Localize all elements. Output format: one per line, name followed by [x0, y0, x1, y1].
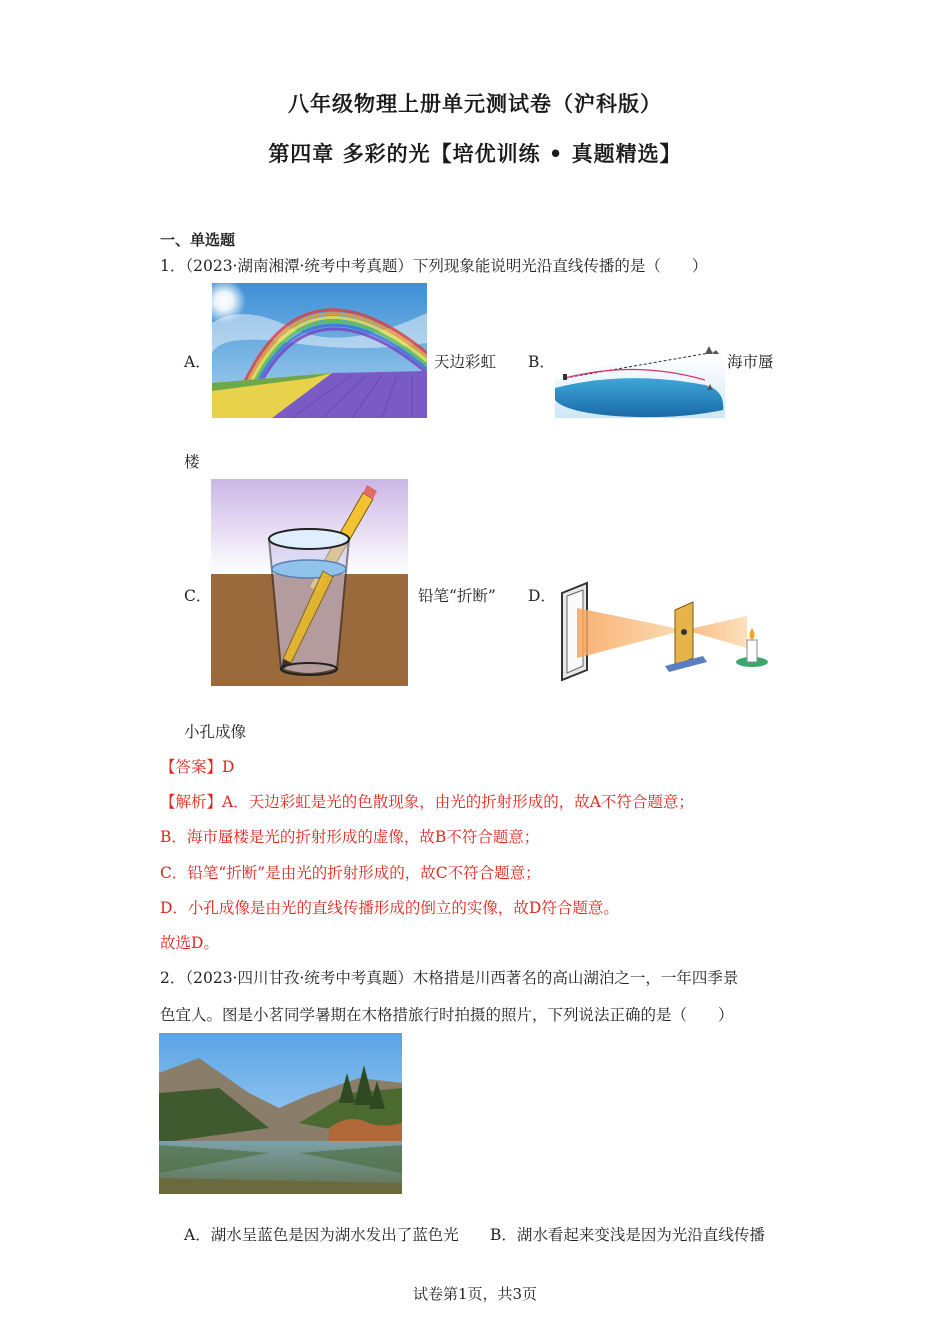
analysis-line-5: 故选D。 — [160, 934, 219, 952]
option-b-letter: B． — [528, 353, 555, 371]
option-c-letter: C． — [184, 587, 212, 605]
option-c-caption: 铅笔“折断” — [418, 587, 496, 605]
section-heading: 一、单选题 — [160, 231, 236, 249]
page-title: 八年级物理上册单元测试卷（沪科版） — [288, 92, 662, 116]
option-a-caption: 天边彩虹 — [434, 353, 497, 371]
q2-option-b: B．湖水看起来变浅是因为光沿直线传播 — [490, 1226, 765, 1244]
answer-label: 【答案】D — [160, 758, 235, 776]
page-subtitle: 第四章 多彩的光【培优训练 • 真题精选】 — [268, 142, 682, 166]
analysis-line-1: 【解析】A．天边彩虹是光的色散现象，由光的折射形成的，故A不符合题意； — [160, 793, 694, 811]
analysis-line-2: B．海市蜃楼是光的折射形成的虚像，故B不符合题意； — [160, 828, 540, 846]
lake-photo-icon — [159, 1033, 402, 1194]
rainbow-photo-icon — [212, 283, 427, 418]
analysis-line-3: C．铅笔“折断”是由光的折射形成的，故C不符合题意； — [160, 864, 541, 882]
option-a-letter: A． — [184, 353, 211, 371]
analysis-line-4: D．小孔成像是由光的直线传播形成的倒立的实像，故D符合题意。 — [160, 899, 619, 917]
option-d-caption: 小孔成像 — [184, 723, 247, 741]
question-2-stem-line-2: 色宜人。图是小茗同学暑期在木格措旅行时拍摄的照片，下列说法正确的是（ ） — [160, 1006, 734, 1024]
option-b-caption: 海市蜃 — [727, 353, 774, 371]
option-b-caption-wrap: 楼 — [184, 453, 200, 471]
question-1-stem: 1．（2023·湖南湘潭·统考中考真题）下列现象能说明光沿直线传播的是（ ） — [160, 257, 708, 275]
question-2-stem-line-1: 2．（2023·四川甘孜·统考中考真题）木格措是川西著名的高山湖泊之一，一年四季景 — [160, 969, 739, 987]
page-footer: 试卷第1页，共3页 — [412, 1285, 538, 1303]
mirage-diagram-icon — [555, 340, 725, 418]
q2-option-a: A．湖水呈蓝色是因为湖水发出了蓝色光 — [184, 1226, 459, 1244]
option-d-letter: D． — [528, 587, 556, 605]
pinhole-camera-diagram-icon — [557, 578, 777, 683]
pencil-in-glass-icon — [211, 479, 408, 686]
